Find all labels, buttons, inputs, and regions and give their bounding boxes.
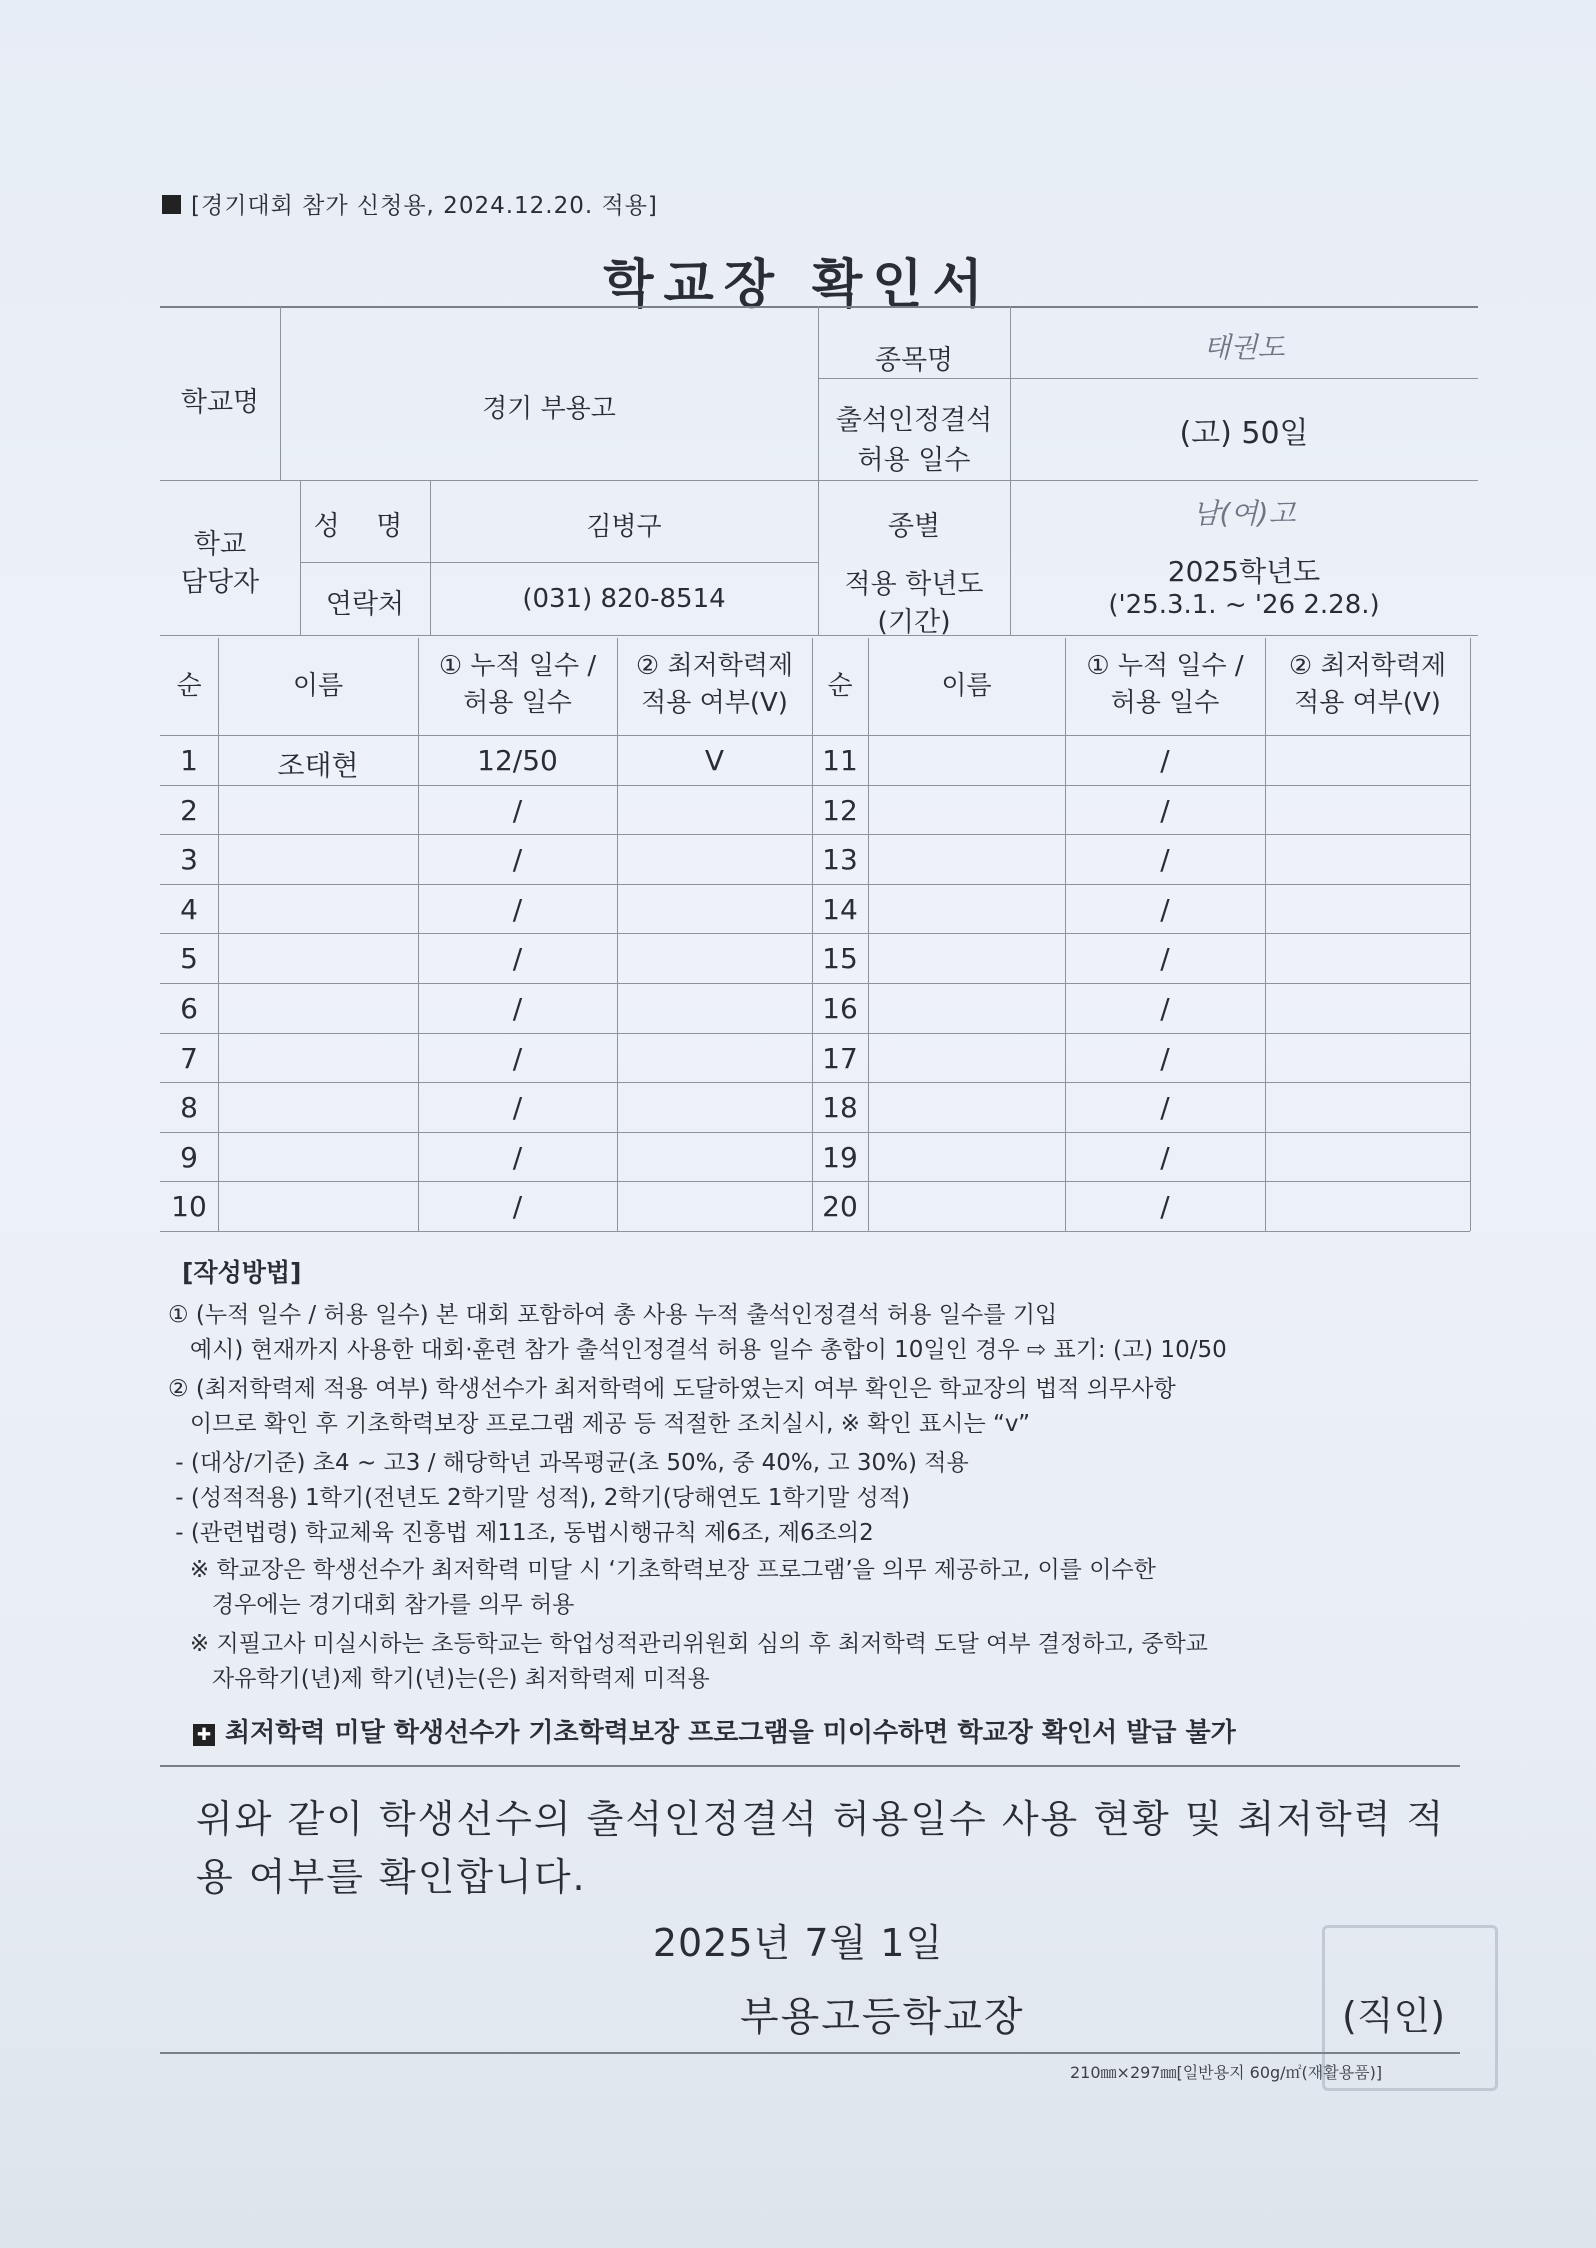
row-days: / [512,1190,523,1224]
header-name: 이름 [941,671,992,701]
row-number: 7 [180,1041,198,1075]
row-days: / [1160,1140,1170,1174]
column-divider [1265,638,1266,1231]
row-min-check: V [704,744,725,777]
document-title: 학교장 확인서 [603,255,993,315]
row-days: / [1160,942,1170,976]
row-divider [160,1082,1470,1083]
instruction-line: 경우에는 경기대회 참가를 의무 허용 [168,1592,575,1618]
row-number: 5 [180,942,198,976]
row-divider [160,884,1470,885]
row-name: 조태현 [277,749,359,782]
row-number: 12 [822,793,858,827]
instructions-heading: [작성방법] [182,1258,302,1287]
row-divider [160,1033,1470,1034]
row-number: 20 [822,1190,858,1224]
table-header-divider [160,735,1470,736]
year-label-line2: (기간) [877,607,951,638]
contact-label: 연락처 [325,589,405,620]
row-number: 3 [180,843,198,877]
column-divider [617,638,618,1231]
row-days: / [512,1140,523,1174]
instruction-line: 이므로 확인 후 기초학력보장 프로그램 제공 등 적절한 조치실시, ※ 확인 표시는 “v” [168,1411,1031,1437]
row-divider [160,983,1470,984]
row-divider [160,1231,1470,1232]
header-min-line1: ② 최저학력제 [1288,651,1447,681]
row-days: / [1160,1041,1170,1075]
row-number: 15 [822,942,858,976]
row-days: / [512,843,523,877]
instruction-line: - (대상/기준) 초4 ~ 고3 / 해당학년 과목평균(초 50%, 중 40%, 고 30%) 적용 [168,1450,969,1476]
row-divider [160,1181,1470,1182]
column-divider [1470,638,1471,1231]
plus-box-icon: ✚ [193,1724,215,1746]
header-min-line1: ② 최저학력제 [635,651,794,681]
confirmation-text: 위와 같이 학생선수의 출석인정결석 허용일수 사용 현황 및 최저학력 적용 여부를 확인합니다. [196,1797,1446,1899]
row-number: 6 [180,992,198,1025]
row-days: / [1160,793,1170,827]
row-days: / [1160,1190,1170,1224]
column-divider [218,638,219,1231]
row-number: 2 [180,793,198,827]
absence-label-line1: 출석인정결석 [835,405,993,436]
issuer-name: 부용고등학교장 [740,1994,1025,2040]
row-number: 18 [822,1091,858,1125]
header-days-line2: 허용 일수 [463,688,572,718]
row-number: 10 [171,1190,207,1224]
instruction-line: ② (최저학력제 적용 여부) 학생선수가 최저학력에 도달하였는지 여부 확인은 학교장의 법적 의무사항 [168,1376,1176,1402]
contact-value: (031) 820-8514 [522,584,726,614]
instruction-line: ※ 학교장은 학생선수가 최저학력 미달 시 ‘기초학력보장 프로그램’을 의무 제공하고, 이를 이수한 [168,1557,1156,1583]
row-divider [160,834,1470,835]
manager-label-line1: 학교 [193,529,247,560]
school-label: 학교명 [180,387,260,418]
row-number: 16 [822,992,858,1025]
issuance-warning: ✚ 최저학력 미달 학생선수가 기초학력보장 프로그램을 미이수하면 학교장 확인서 발급 불가 [193,1712,1236,1749]
row-days: / [512,793,523,827]
row-number: 1 [180,744,198,777]
column-divider [868,638,869,1231]
sport-label: 종목명 [874,345,954,376]
header-no: 순 [176,671,202,701]
header-name: 이름 [292,671,344,701]
header-min-line2: 적용 여부(V) [641,688,788,718]
row-days: / [1160,992,1170,1025]
absence-label-line2: 허용 일수 [857,445,971,476]
row-number: 13 [822,843,858,877]
gender-label: 종별 [887,511,941,542]
row-divider [160,785,1470,786]
instruction-line: 예시) 현재까지 사용한 대회·훈련 참가 출석인정결석 허용 일수 총합이 10일인 경우 ⇨ 표기: (고) 10/50 [168,1337,1227,1363]
header-no: 순 [827,671,853,701]
name-value: 김병구 [586,512,662,542]
row-days: / [512,992,523,1025]
row-divider [160,933,1470,934]
row-days: 12/50 [477,744,558,777]
instruction-line: - (성적적용) 1학기(전년도 2학기말 성적), 2학기(당해연도 1학기말 성적) [168,1485,910,1511]
instruction-line: - (관련법령) 학교체육 진흥법 제11조, 동법시행규칙 제6조, 제6조의2 [168,1520,874,1546]
instruction-line: ① (누적 일수 / 허용 일수) 본 대회 포함하여 총 사용 누적 출석인정결석 허용 일수를 기입 [168,1302,1058,1328]
year-label-line1: 적용 학년도 [844,569,984,600]
header-min-line2: 적용 여부(V) [1294,688,1441,718]
row-number: 9 [180,1140,198,1174]
row-days: / [512,942,523,976]
row-divider [160,1132,1470,1133]
instruction-line: ※ 지필고사 미실시하는 초등학교는 학업성적관리위원회 심의 후 최저학력 도달 여부 결정하고, 중학교 [168,1631,1208,1657]
seal-label: (직인) [1342,1994,1446,2038]
school-value: 경기 부용고 [482,394,616,424]
row-days: / [1160,843,1170,877]
form-usage-note: [경기대회 참가 신청용, 2024.12.20. 적용] [162,187,658,220]
row-days: / [1160,1091,1170,1125]
row-days: / [512,1091,523,1125]
header-days-line2: 허용 일수 [1110,688,1220,718]
row-days: / [512,892,523,926]
year-value: 2025학년도 [1167,555,1321,588]
instruction-line: 자유학기(년)제 학기(년)는(은) 최저학력제 미적용 [168,1666,710,1692]
row-number: 11 [822,744,858,777]
row-number: 4 [180,892,198,926]
paper-spec-footer: 210㎜×297㎜[일반용지 60g/㎡(재활용품)] [1070,2063,1383,2082]
sport-value: 태권도 [1203,331,1285,364]
row-number: 14 [822,892,858,926]
issue-date: 2025년 7월 1일 [652,1921,944,1965]
row-number: 8 [180,1091,198,1125]
gender-value: 남(여)고 [1192,497,1296,530]
manager-label-line2: 담당자 [180,567,260,598]
period-value: ('25.3.1. ~ '26 2.28.) [1108,590,1380,620]
row-days: / [1160,892,1170,926]
absence-value: (고) 50일 [1179,416,1309,451]
row-days: / [512,1041,523,1075]
row-days: / [1160,744,1170,777]
header-days-line1: ① 누적 일수 / [1086,651,1244,681]
row-number: 17 [822,1041,858,1075]
row-number: 19 [822,1140,858,1174]
header-days-line1: ① 누적 일수 / [438,651,597,681]
name-label: 성 명 [313,511,417,542]
